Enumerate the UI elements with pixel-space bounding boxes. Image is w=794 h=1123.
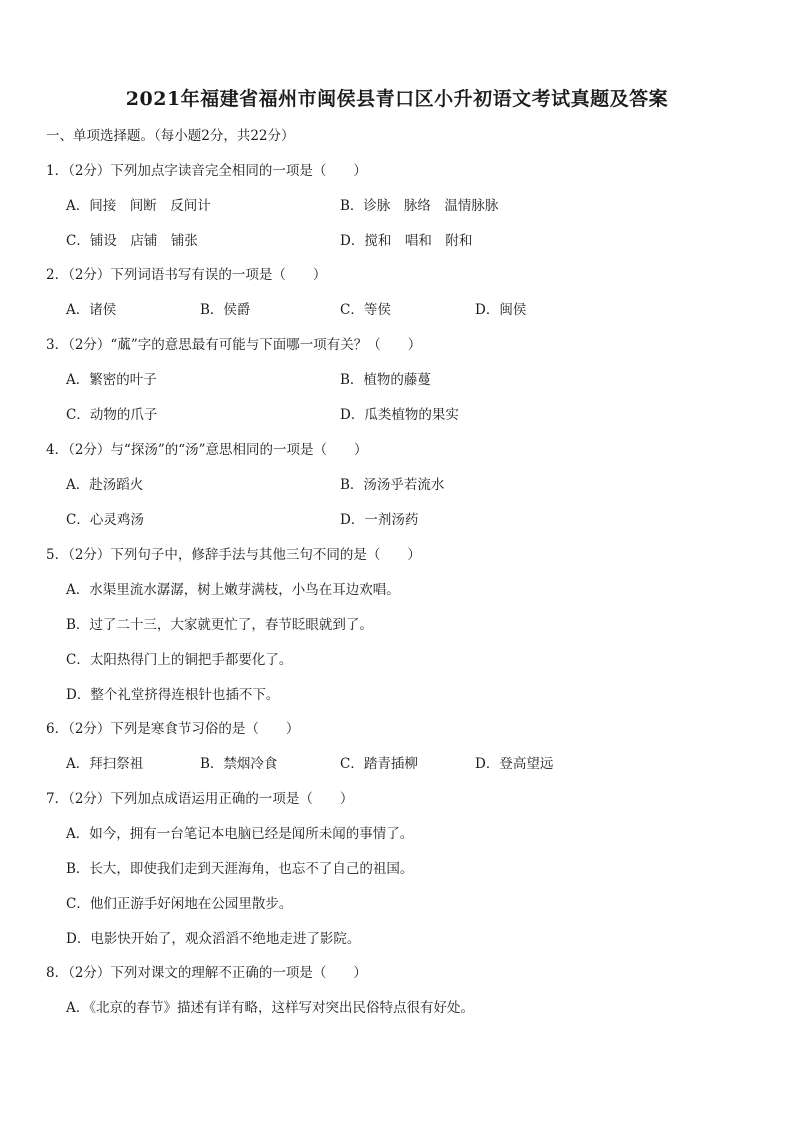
- question-4-option-d[interactable]: D．一剂汤药: [340, 512, 419, 528]
- question-4-option-b[interactable]: B．汤汤乎若流水: [340, 477, 445, 493]
- question-4-option-c[interactable]: C．心灵鸡汤: [66, 512, 144, 528]
- question-1-stem: 1．（2分）下列加点字读音完全相同的一项是（ ）: [46, 163, 367, 179]
- section-heading: 一、单项选择题。（每小题2分，共22分）: [46, 128, 295, 144]
- question-4-option-a[interactable]: A．赴汤蹈火: [66, 477, 144, 493]
- question-6-option-a[interactable]: A．拜扫祭祖: [66, 756, 144, 772]
- question-1-option-d[interactable]: D．搅和 唱和 附和: [340, 233, 473, 249]
- question-7-stem: 7．（2分）下列加点成语运用正确的一项是（ ）: [46, 791, 354, 807]
- question-2-stem: 2．（2分）下列词语书写有误的一项是（ ）: [46, 267, 327, 283]
- question-5-option-a[interactable]: A．水渠里流水潺潺，树上嫩芽满枝，小鸟在耳边欢唱。: [66, 582, 400, 598]
- question-6-option-b[interactable]: B．禁烟冷食: [200, 756, 278, 772]
- question-2-option-a[interactable]: A．诸侯: [66, 302, 117, 318]
- question-7-option-a[interactable]: A．如今，拥有一台笔记本电脑已经是闻所未闻的事情了。: [66, 826, 414, 842]
- question-1-option-a[interactable]: A．间接 间断 反间计: [66, 198, 211, 214]
- question-6-option-c[interactable]: C．踏青插柳: [340, 756, 418, 772]
- question-3-option-c[interactable]: C．动物的爪子: [66, 407, 158, 423]
- question-5-option-b[interactable]: B．过了二十三，大家就更忙了，春节眨眼就到了。: [66, 617, 373, 633]
- question-1-option-c[interactable]: C．铺设 店铺 铺张: [66, 233, 198, 249]
- question-7-option-c[interactable]: C．他们正游手好闲地在公园里散步。: [66, 896, 293, 912]
- question-5-stem: 5．（2分）下列句子中，修辞手法与其他三句不同的是（ ）: [46, 547, 421, 563]
- question-1-option-b[interactable]: B．诊脉 脉络 温情脉脉: [340, 198, 499, 214]
- question-7-option-d[interactable]: D．电影快开始了，观众滔滔不绝地走进了影院。: [66, 931, 361, 947]
- question-8-stem: 8．（2分）下列对课文的理解不正确的一项是（ ）: [46, 965, 367, 981]
- question-7-option-b[interactable]: B．长大，即使我们走到天涯海角，也忘不了自己的祖国。: [66, 861, 414, 877]
- question-5-option-c[interactable]: C．太阳热得门上的铜把手都要化了。: [66, 652, 293, 668]
- question-5-option-d[interactable]: D．整个礼堂挤得连根针也插不下。: [66, 687, 280, 703]
- question-2-option-d[interactable]: D．闽侯: [475, 302, 527, 318]
- question-4-stem: 4．（2分）与“探汤”的“汤”意思相同的一项是（ ）: [46, 442, 368, 458]
- question-6-stem: 6．（2分）下列是寒食节习俗的是（ ）: [46, 721, 300, 737]
- question-6-option-d[interactable]: D．登高望远: [475, 756, 554, 772]
- question-3-option-b[interactable]: B．植物的藤蔓: [340, 372, 431, 388]
- page-title: 2021年福建省福州市闽侯县青口区小升初语文考试真题及答案: [125, 88, 669, 110]
- question-3-stem: 3．（2分）“蓏”字的意思最有可能与下面哪一项有关？（ ）: [46, 337, 422, 353]
- question-3-option-d[interactable]: D．瓜类植物的果实: [340, 407, 459, 423]
- question-3-option-a[interactable]: A．繁密的叶子: [66, 372, 157, 388]
- question-2-option-c[interactable]: C．等侯: [340, 302, 391, 318]
- question-8-option-a[interactable]: A．《北京的春节》描述有详有略，这样写对突出民俗特点很有好处。: [66, 1000, 474, 1016]
- question-2-option-b[interactable]: B．侯爵: [200, 302, 251, 318]
